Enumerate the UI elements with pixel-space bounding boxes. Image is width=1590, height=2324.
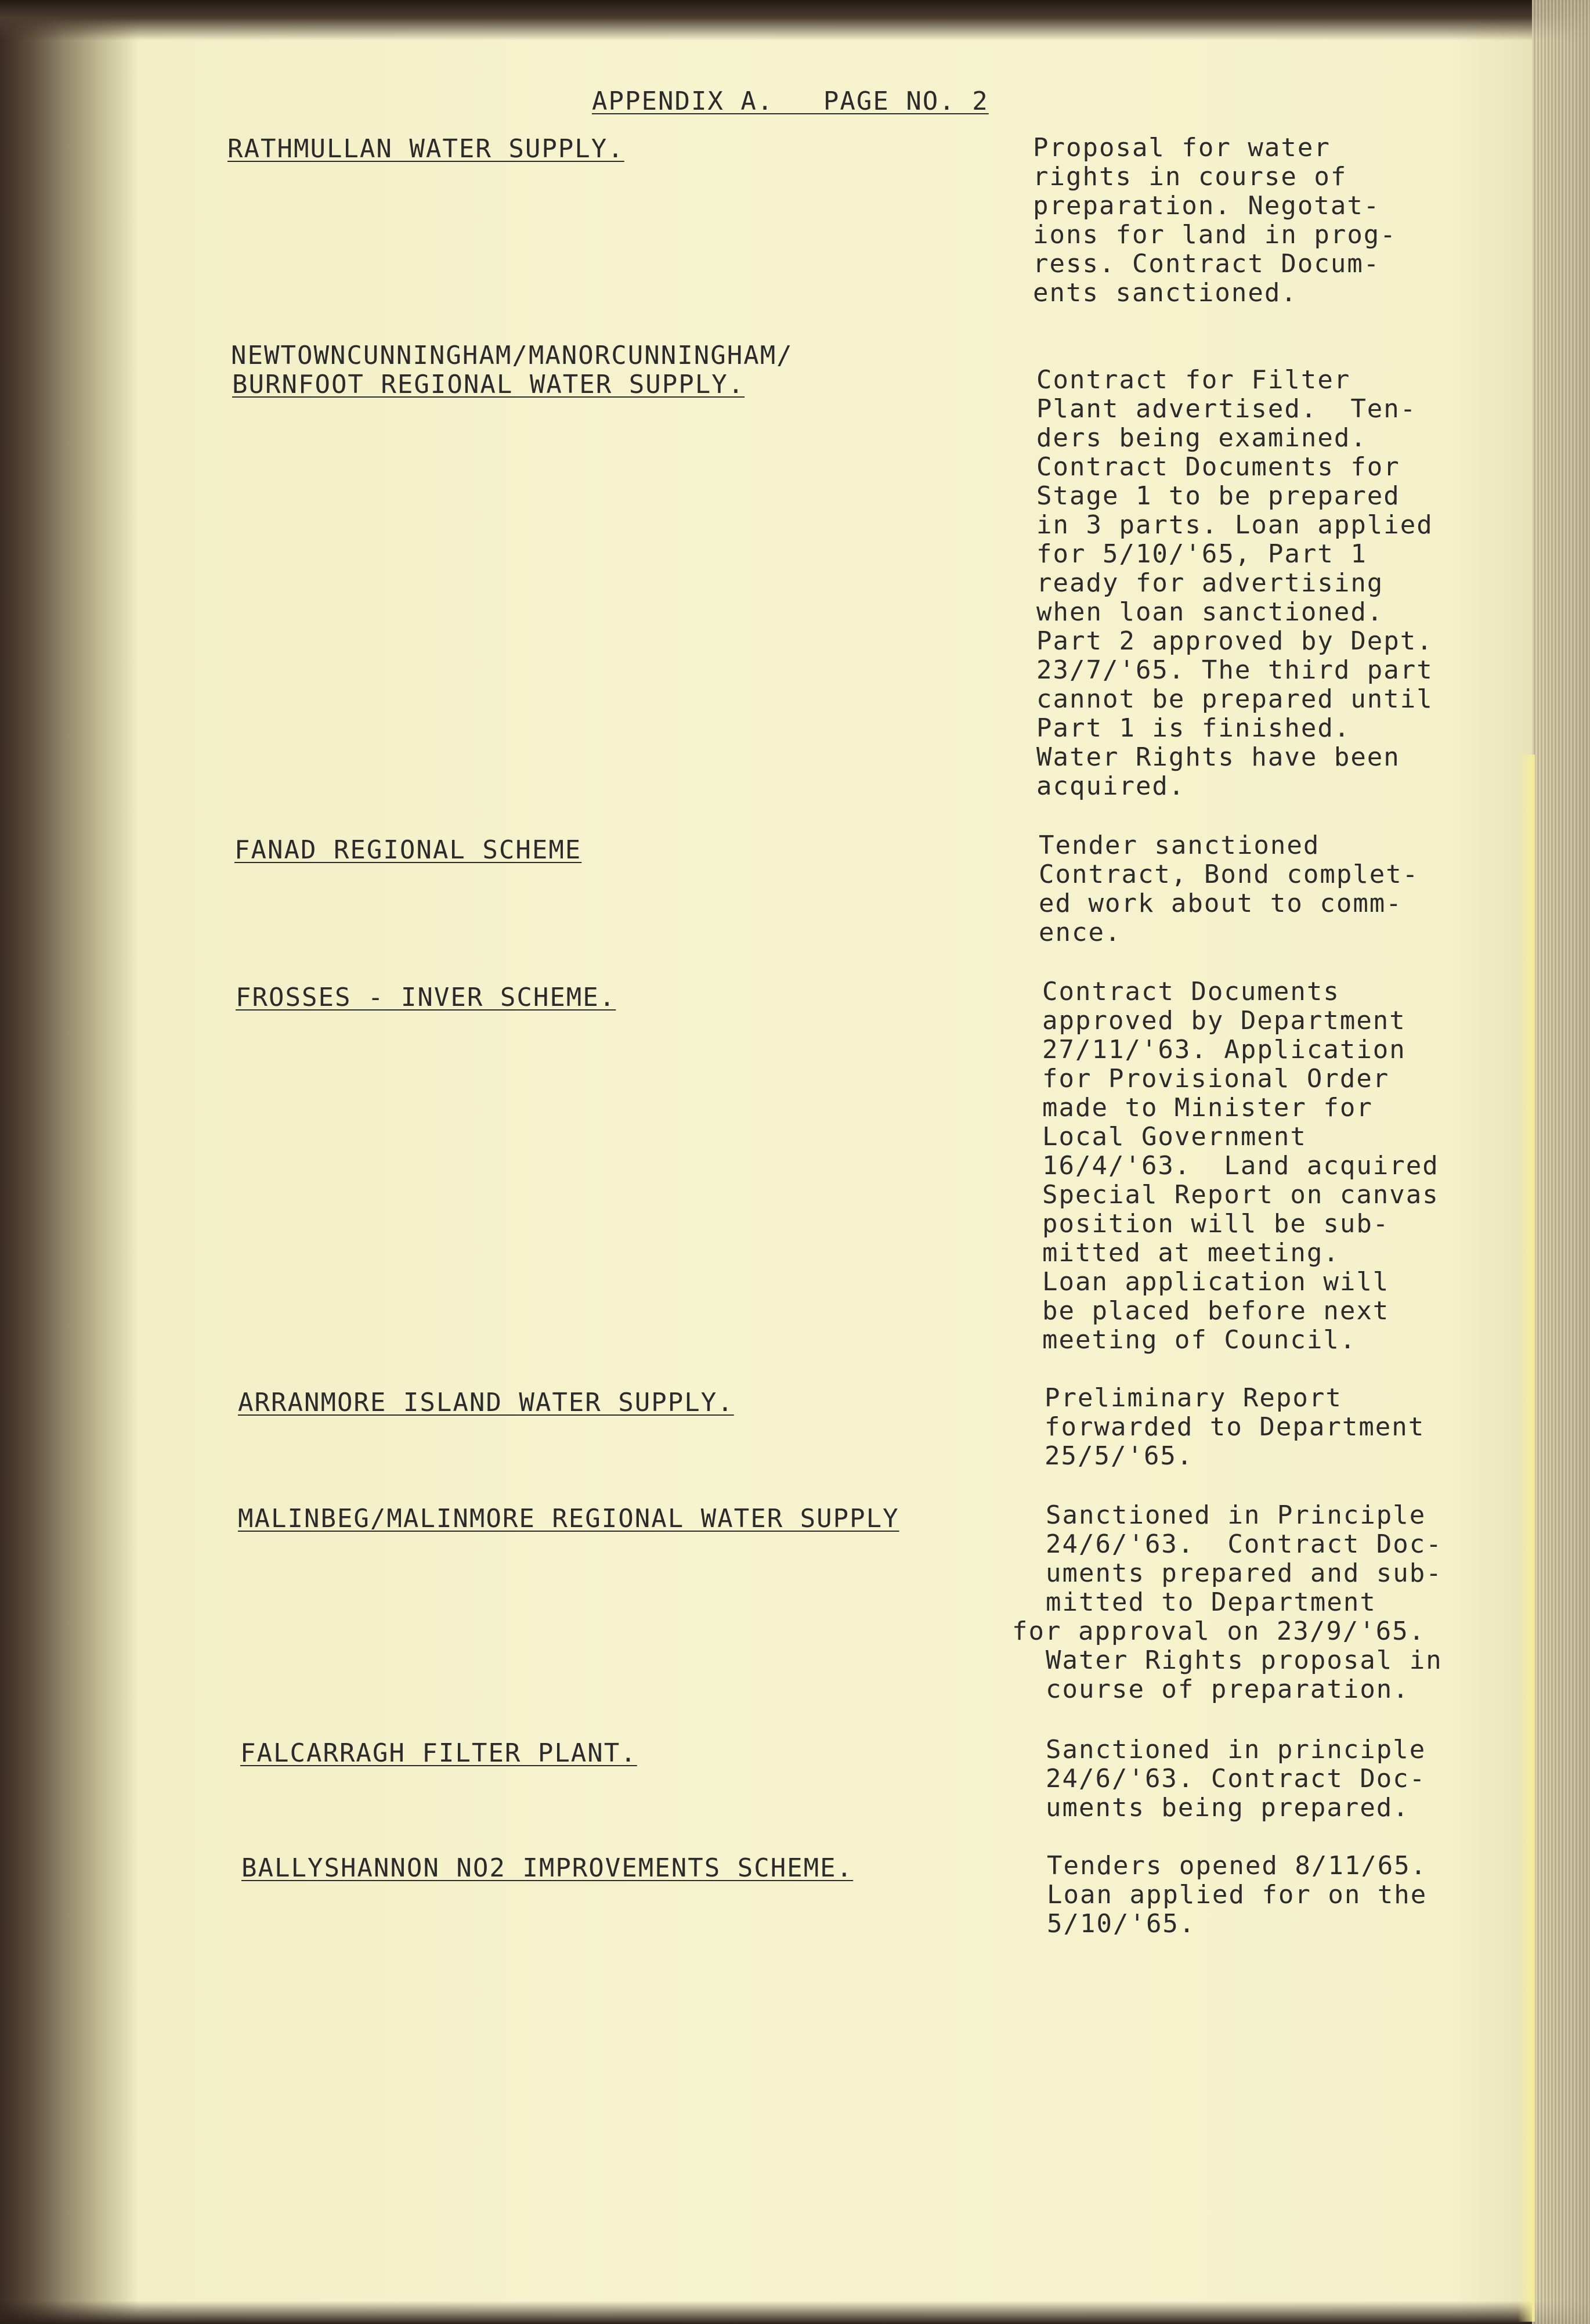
- binding-gutter-shadow: [0, 0, 139, 2324]
- status-line: Part 1 is finished.: [1036, 713, 1351, 743]
- stacked-page-edges: [1532, 0, 1590, 2324]
- status-line: Water Rights have been: [1036, 742, 1400, 772]
- status-line: when loan sanctioned.: [1036, 597, 1384, 627]
- yellow-page-edge: [1517, 755, 1535, 2322]
- status-line: 5/10/'65.: [1047, 1909, 1196, 1939]
- scheme-title-falcarragh: FALCARRAGH FILTER PLANT.: [240, 1738, 637, 1768]
- scheme-title-rathmullan: RATHMULLAN WATER SUPPLY.: [227, 134, 624, 164]
- status-line: meeting of Council.: [1042, 1325, 1357, 1355]
- status-line: Water Rights proposal in: [1046, 1645, 1443, 1675]
- status-line: Special Report on canvas: [1042, 1180, 1439, 1210]
- status-line: Part 2 approved by Dept.: [1036, 626, 1433, 656]
- status-line: in 3 parts. Loan applied: [1036, 510, 1433, 540]
- status-line: uments prepared and sub-: [1046, 1558, 1443, 1588]
- status-line: for 5/10/'65, Part 1: [1036, 539, 1367, 569]
- status-line: uments being prepared.: [1046, 1793, 1410, 1823]
- status-line: Loan applied for on the: [1047, 1880, 1428, 1910]
- status-line: 25/5/'65.: [1045, 1441, 1194, 1471]
- scheme-title-ballyshannon: BALLYSHANNON NO2 IMPROVEMENTS SCHEME.: [241, 1853, 854, 1883]
- status-line: ions for land in prog-: [1033, 220, 1397, 250]
- status-line: be placed before next: [1042, 1296, 1390, 1326]
- status-line: preparation. Negotat-: [1033, 191, 1381, 221]
- scheme-title-newtowncunningham-line2: BURNFOOT REGIONAL WATER SUPPLY.: [232, 370, 745, 399]
- status-line: made to Minister for: [1042, 1093, 1373, 1123]
- status-line: ready for advertising: [1036, 568, 1384, 598]
- status-line: Contract for Filter: [1036, 365, 1351, 395]
- scheme-title-malinbeg-malinmore: MALINBEG/MALINMORE REGIONAL WATER SUPPLY: [238, 1504, 899, 1533]
- scheme-title-frosses-inver: FROSSES - INVER SCHEME.: [236, 983, 616, 1012]
- status-line: forwarded to Department: [1045, 1412, 1425, 1442]
- page-bottom-edge: [0, 2301, 1590, 2324]
- page-header: APPENDIX A. PAGE NO. 2: [592, 86, 989, 116]
- scheme-title-fanad: FANAD REGIONAL SCHEME: [234, 835, 582, 865]
- status-line: Local Government: [1042, 1122, 1307, 1152]
- status-line: ence.: [1039, 918, 1122, 947]
- status-line: cannot be prepared until: [1036, 684, 1433, 714]
- status-line: 16/4/'63. Land acquired: [1042, 1151, 1439, 1181]
- status-line: acquired.: [1036, 771, 1186, 801]
- scheme-title-newtowncunningham-line1: NEWTOWNCUNNINGHAM/MANORCUNNINGHAM/: [231, 341, 793, 370]
- status-line: Contract Documents: [1042, 977, 1340, 1006]
- status-line: Loan application will: [1042, 1267, 1390, 1297]
- status-line: 24/6/'63. Contract Doc-: [1046, 1764, 1426, 1793]
- status-line: ents sanctioned.: [1033, 278, 1298, 308]
- status-line: for Provisional Order: [1042, 1064, 1390, 1094]
- status-line: Stage 1 to be prepared: [1036, 481, 1400, 511]
- status-line: 27/11/'63. Application: [1042, 1035, 1406, 1064]
- status-line: Sanctioned in principle: [1046, 1735, 1426, 1764]
- status-line: 24/6/'63. Contract Doc-: [1046, 1529, 1443, 1559]
- status-line: course of preparation.: [1046, 1675, 1410, 1704]
- status-line: ress. Contract Docum-: [1033, 249, 1381, 279]
- status-line: Contract Documents for: [1036, 452, 1400, 482]
- status-line: Preliminary Report: [1045, 1383, 1342, 1413]
- status-line: mitted at meeting.: [1042, 1238, 1340, 1268]
- status-line: Sanctioned in Principle: [1046, 1500, 1426, 1530]
- status-line: approved by Department: [1042, 1006, 1406, 1035]
- scheme-title-arranmore: ARRANMORE ISLAND WATER SUPPLY.: [238, 1388, 734, 1417]
- status-line: Plant advertised. Ten-: [1036, 394, 1417, 424]
- status-line: Contract, Bond complet-: [1039, 860, 1419, 889]
- status-line: Proposal for water: [1033, 133, 1331, 163]
- status-line: 23/7/'65. The third part: [1036, 655, 1433, 685]
- status-line: rights in course of: [1033, 162, 1347, 192]
- status-line: Tenders opened 8/11/65.: [1047, 1851, 1428, 1881]
- status-line: ed work about to comm-: [1039, 889, 1403, 918]
- status-line: position will be sub-: [1042, 1209, 1390, 1239]
- status-line: for approval on 23/9/'65.: [1012, 1616, 1426, 1646]
- status-line: ders being examined.: [1036, 423, 1367, 453]
- status-line: Tender sanctioned: [1039, 831, 1320, 860]
- status-line: mitted to Department: [1046, 1587, 1376, 1617]
- page-top-edge: [0, 0, 1590, 41]
